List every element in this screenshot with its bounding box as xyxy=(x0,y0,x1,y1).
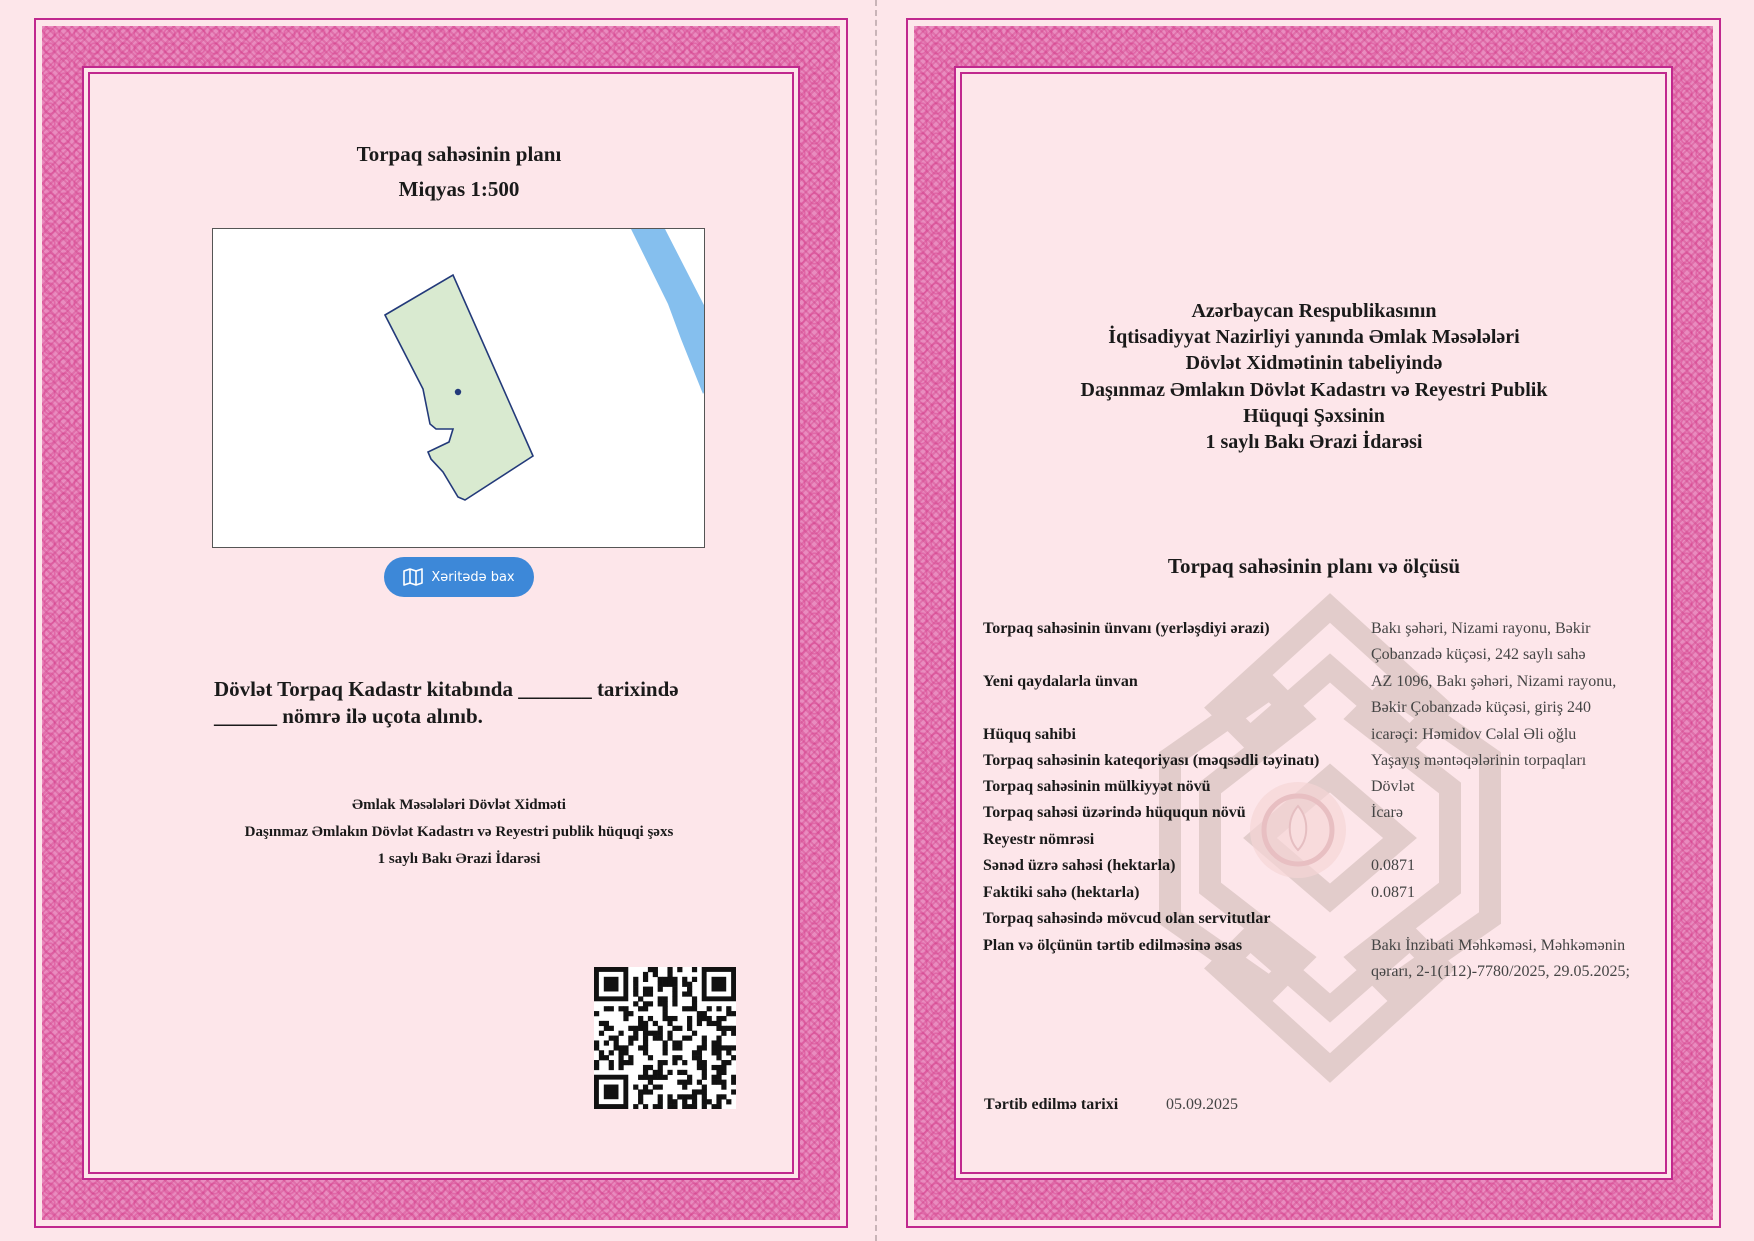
row-value-line: qərarı, 2-1(112)-7780/2025, 29.05.2025; xyxy=(1371,963,1630,980)
row-value xyxy=(1371,616,1671,668)
plan-scale: Miqyas 1:500 xyxy=(398,177,520,201)
row-label: Torpaq sahəsinin mülkiyyət növü xyxy=(983,778,1211,795)
map-icon xyxy=(403,568,423,586)
parcel-map xyxy=(212,228,705,548)
row-value-line: AZ 1096, Bakı şəhəri, Nizami rayonu, xyxy=(1371,673,1617,690)
row-value-line: Bəkir Çobanzadə küçəsi, giriş 240 xyxy=(1371,699,1591,716)
row-label: Torpaq sahəsinin ünvanı (yerləşdiyi ərazi) xyxy=(983,620,1270,637)
parcel-map-drawing xyxy=(213,229,705,548)
row-value-line: Bakı İnzibati Məhkəməsi, Məhkəmənin xyxy=(1371,937,1626,954)
row-label: Yeni qaydalarla ünvan xyxy=(983,673,1138,690)
row-label: Plan və ölçünün tərtib edilməsinə əsas xyxy=(983,937,1243,954)
row-value xyxy=(1371,880,1671,906)
row-value xyxy=(1371,933,1671,985)
authority-line: Azərbaycan Respublikasının xyxy=(1191,300,1437,322)
row-value-line: Bakı şəhəri, Nizami rayonu, Bəkir xyxy=(1371,620,1591,637)
row-value-line: İcarə xyxy=(1371,804,1403,821)
office-line: Daşınmaz Əmlakın Dövlət Kadastrı və Reyestri publik hüquqi şəxs xyxy=(244,824,674,840)
cadastre-line-1: Dövlət Torpaq Kadastr kitabında _______ tarixində xyxy=(214,677,679,701)
authority-line: İqtisadiyyat Nazirliyi yanında Əmlak Məsələləri xyxy=(1108,326,1520,348)
office-line: Əmlak Məsələləri Dövlət Xidməti xyxy=(352,797,566,813)
row-value xyxy=(1371,906,1671,932)
row-value-line: 0.0871 xyxy=(1371,857,1415,874)
row-value xyxy=(1371,722,1671,748)
row-value-line: 0.0871 xyxy=(1371,884,1415,901)
row-label: Torpaq sahəsinin kateqoriyası (məqsədli təyinatı) xyxy=(983,752,1320,769)
land-parcel xyxy=(385,275,533,500)
row-value xyxy=(1371,748,1671,774)
cadastre-registration-note xyxy=(214,676,734,730)
row-value-line: Çobanzadə küçəsi, 242 saylı sahə xyxy=(1371,646,1586,663)
plan-title: Torpaq sahəsinin planı xyxy=(356,142,562,166)
cadastre-line-2: ______ nömrə ilə uçota alınıb. xyxy=(214,704,483,728)
row-label: Faktiki sahə (hektarla) xyxy=(983,884,1140,901)
row-value xyxy=(1371,669,1671,721)
row-value-line: icarəçi: Həmidov Cəlal Əli oğlu xyxy=(1371,726,1577,743)
compiled-date-value: 05.09.2025 xyxy=(1166,1096,1238,1113)
authority-line: Dövlət Xidmətinin tabeliyində xyxy=(1185,352,1443,374)
qr-code-drawing xyxy=(594,967,736,1109)
qr-code-icon xyxy=(594,967,736,1109)
row-value xyxy=(1371,774,1671,800)
row-value xyxy=(1371,827,1671,853)
row-value-line xyxy=(1371,906,1671,932)
row-label: Torpaq sahəsi üzərində hüququn növü xyxy=(983,804,1246,821)
water-feature xyxy=(631,229,705,394)
row-label: Sənəd üzrə sahəsi (hektarla) xyxy=(983,857,1176,874)
office-line: 1 saylı Bakı Ərazi İdarəsi xyxy=(377,851,541,867)
compiled-date-label: Tərtib edilmə tarixi xyxy=(984,1096,1119,1113)
view-on-map-button[interactable] xyxy=(384,557,534,597)
row-value xyxy=(1371,853,1671,879)
row-value xyxy=(1371,800,1671,826)
row-value-line: Dövlət xyxy=(1371,778,1415,795)
row-value-line: Yaşayış məntəqələrinin torpaqları xyxy=(1371,752,1587,769)
view-on-map-label: Xəritədə bax xyxy=(431,569,515,585)
row-value-line xyxy=(1371,827,1671,853)
authority-line: Hüquqi Şəxsinin xyxy=(1243,405,1385,427)
parcel-centroid-marker xyxy=(455,389,461,395)
row-label: Hüquq sahibi xyxy=(983,726,1076,743)
authority-line: Daşınmaz Əmlakın Dövlət Kadastrı və Reyestri Publik xyxy=(1080,379,1548,401)
row-label: Torpaq sahəsində mövcud olan servitutlar xyxy=(983,910,1271,927)
row-label: Reyestr nömrəsi xyxy=(983,831,1095,848)
plan-and-size-title: Torpaq sahəsinin planı və ölçüsü xyxy=(1167,554,1461,578)
authority-line: 1 saylı Bakı Ərazi İdarəsi xyxy=(1205,431,1423,453)
